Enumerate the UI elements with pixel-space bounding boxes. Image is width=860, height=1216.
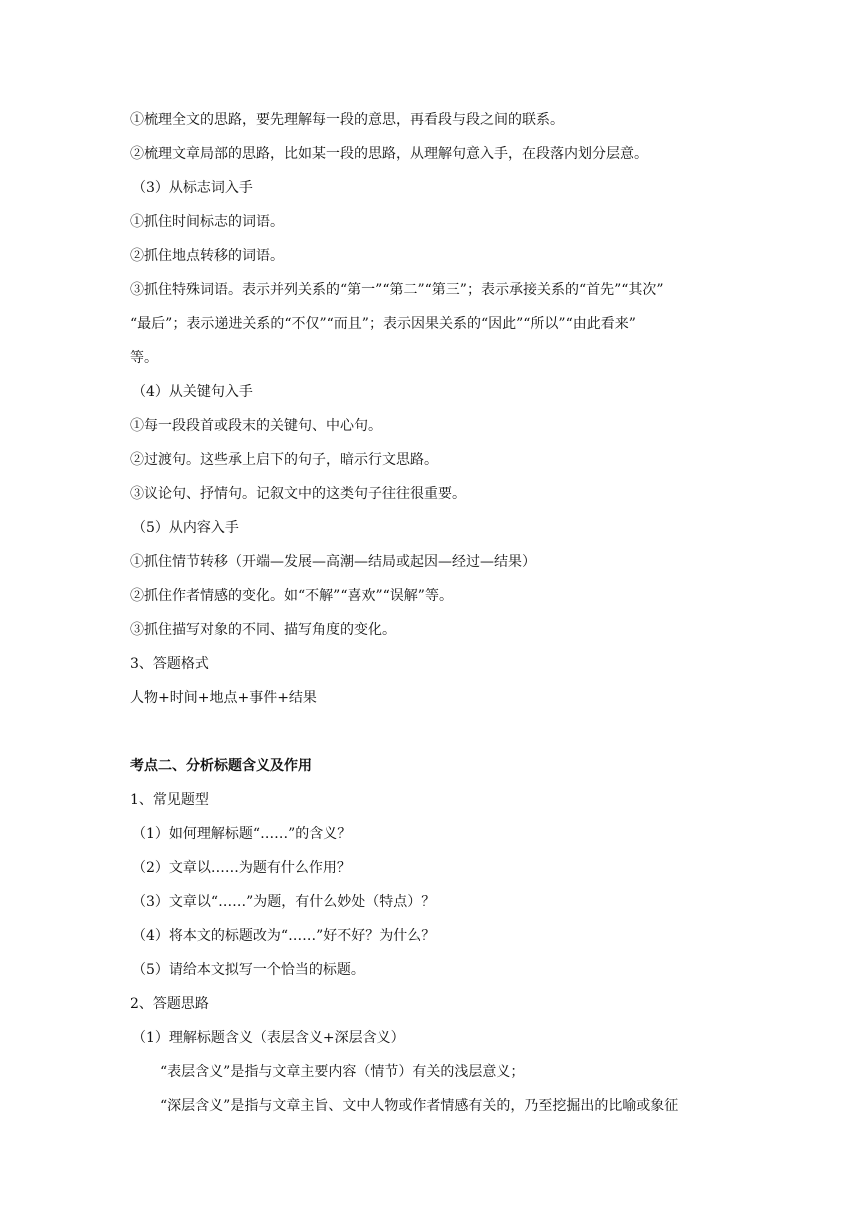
text-line: “表层含义”是指与文章主要内容（情节）有关的浅层意义； bbox=[160, 1064, 525, 1080]
text-line: ①抓住时间标志的词语。 bbox=[130, 214, 284, 230]
text-line: 3、答题格式 bbox=[130, 656, 209, 672]
text-line: ①梳理全文的思路，要先理解每一段的意思，再看段与段之间的联系。 bbox=[130, 112, 564, 128]
text-line: “深层含义”是指与文章主旨、文中人物或作者情感有关的，乃至挖掘出的比喻或象征 bbox=[160, 1098, 679, 1114]
text-line: ③抓住特殊词语。表示并列关系的“第一”“第二”“第三”；表示承接关系的“首先”“其次” bbox=[130, 282, 664, 298]
text-line: （4）从关键句入手 bbox=[132, 384, 253, 400]
text-line: （3）文章以“……”为题，有什么妙处（特点）？ bbox=[132, 894, 436, 910]
text-line: 1、常见题型 bbox=[130, 792, 209, 808]
text-line: ③抓住描写对象的不同、描写角度的变化。 bbox=[130, 622, 396, 638]
section-heading: 考点二、分析标题含义及作用 bbox=[130, 758, 312, 774]
text-line: ①抓住情节转移（开端—发展—高潮—结局或起因—经过—结果） bbox=[130, 554, 536, 570]
text-line: ②过渡句。这些承上启下的句子，暗示行文思路。 bbox=[130, 452, 438, 468]
text-line: ②抓住作者情感的变化。如“不解”“喜欢”“误解”等。 bbox=[130, 588, 453, 604]
text-line: （2）文章以……为题有什么作用？ bbox=[132, 860, 351, 876]
text-line: （4）将本文的标题改为“……”好不好？为什么？ bbox=[132, 928, 436, 944]
text-line: （1）如何理解标题“……”的含义？ bbox=[132, 826, 352, 842]
text-line: （5）从内容入手 bbox=[132, 520, 239, 536]
text-line: ①每一段段首或段末的关键句、中心句。 bbox=[130, 418, 382, 434]
text-line: （3）从标志词入手 bbox=[132, 180, 253, 196]
text-line: （5）请给本文拟写一个恰当的标题。 bbox=[132, 962, 365, 978]
text-line: 人物+时间+地点+事件+结果 bbox=[130, 690, 317, 706]
text-line: 等。 bbox=[130, 350, 158, 366]
text-line: “最后”；表示递进关系的“不仅”“而且”；表示因果关系的“因此”“所以”“由此看来” bbox=[130, 316, 636, 332]
text-line: ②梳理文章局部的思路，比如某一段的思路，从理解句意入手，在段落内划分层意。 bbox=[130, 146, 648, 162]
text-line: 2、答题思路 bbox=[130, 996, 209, 1012]
text-line: ②抓住地点转移的词语。 bbox=[130, 248, 284, 264]
text-line: （1）理解标题含义（表层含义+深层含义） bbox=[132, 1030, 405, 1046]
text-line: ③议论句、抒情句。记叙文中的这类句子往往很重要。 bbox=[130, 486, 466, 502]
